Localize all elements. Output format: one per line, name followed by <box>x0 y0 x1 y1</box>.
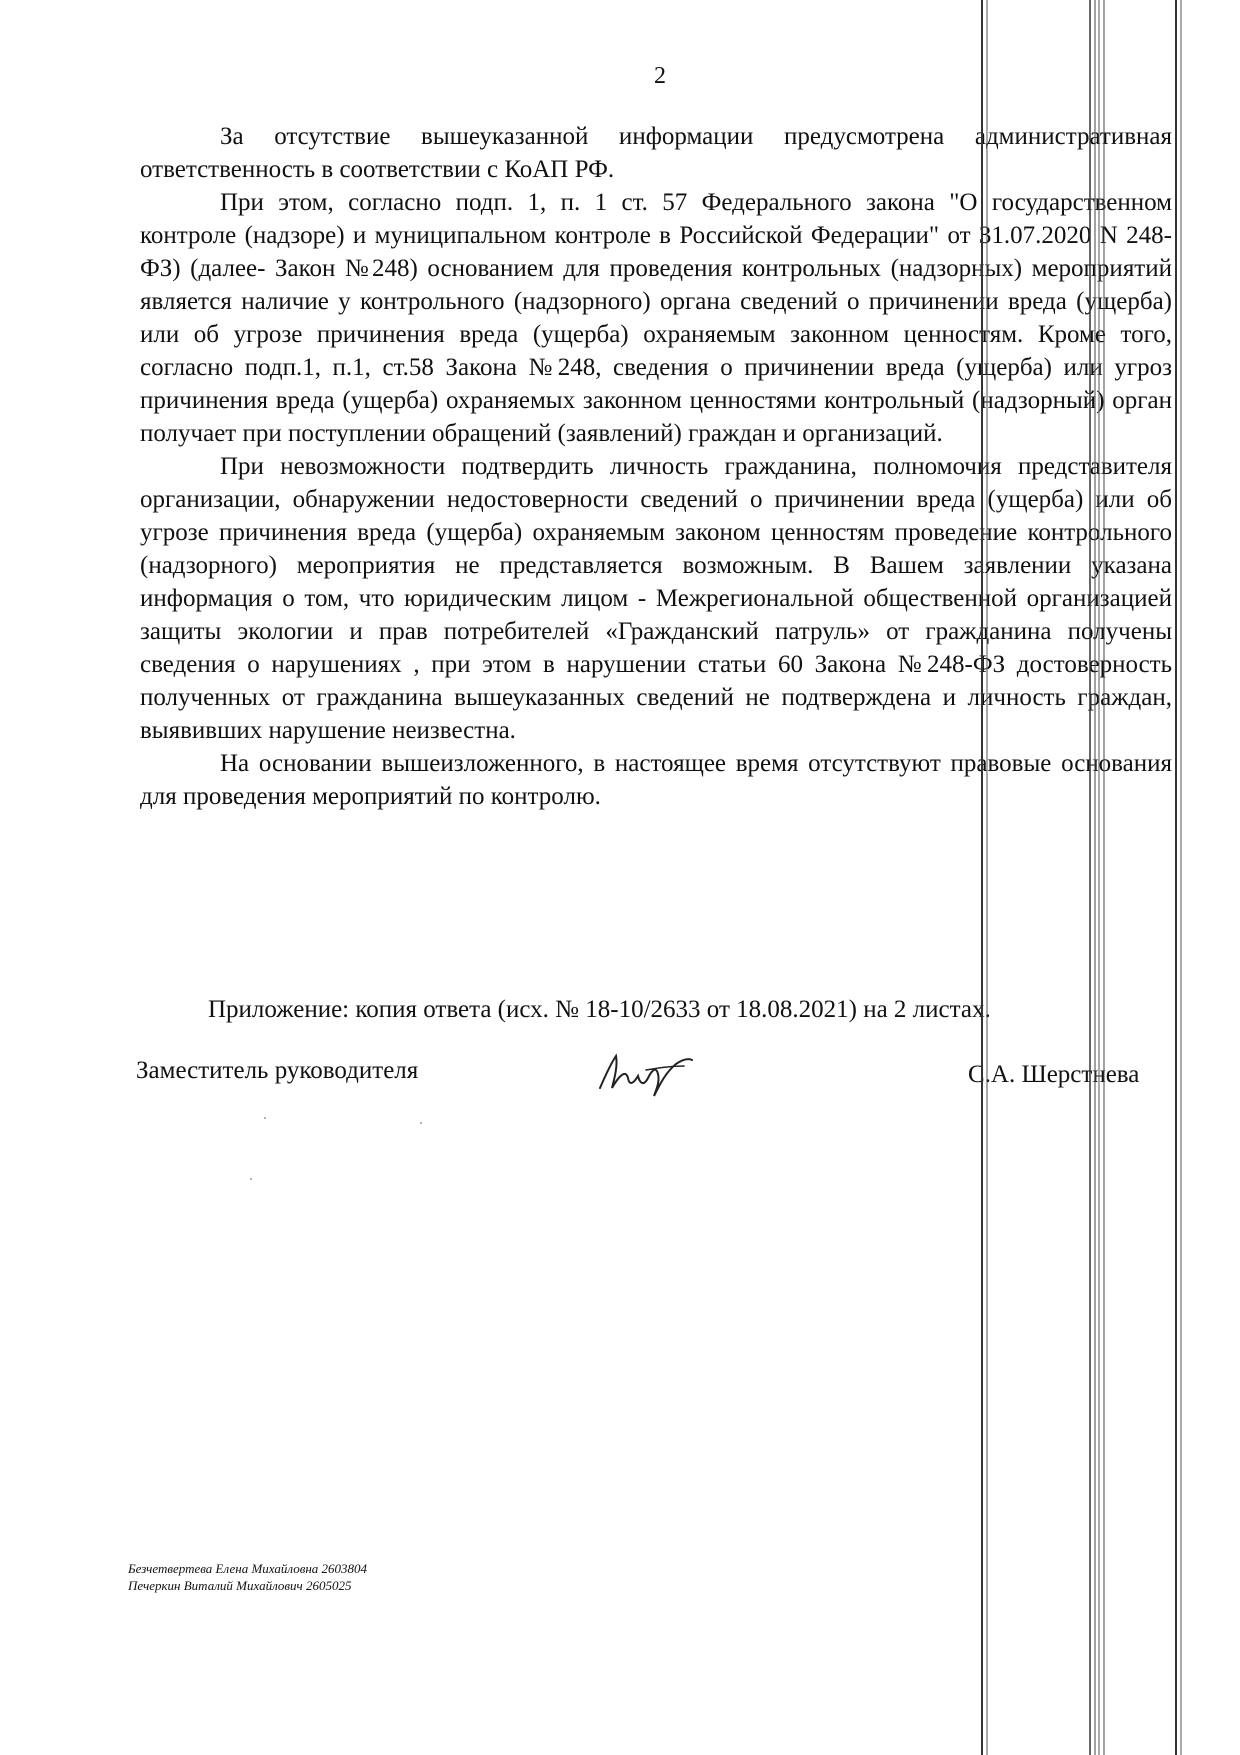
page-number: 2 <box>654 63 666 89</box>
executor-line: Безчетвертева Елена Михайловна 2603804 <box>128 1561 368 1576</box>
paragraph-conclusion: На основании вышеизложенного, в настоящее время отсутствуют правовые основания для проведения мероприятий по контролю. <box>140 750 1172 810</box>
scan-speck <box>264 1117 266 1119</box>
scan-speck <box>420 1122 422 1124</box>
paragraph-liability: За отсутствие вышеуказанной информации предусмотрена административная ответственность в соответствии с КоАП РФ. <box>140 123 1172 183</box>
executor-line: Печеркин Виталий Михайлович 2605025 <box>128 1578 352 1593</box>
signatory-name: С.А. Шерстнева <box>968 1061 1140 1088</box>
paragraph-impossibility: При невозможности подтвердить личность гражданина, полномочия представителя организации, обнаружении недостоверности сведений о причинении вреда (ущерба) или об угрозе причинения вреда (ущерба) охраняемым законом ценностям проведение контрольного (надзорного) мероприятия не представляется возможным. В Вашем заявлении указана информация о том, что юридическим лицом - Межрегиональной общественной организацией защиты экологии и прав потребителей «Гражданский патруль» от гражданина получены сведения о нарушениях , при этом в нарушении статьи 60 Закона №248-ФЗ достоверность полученных от гражданина вышеуказанных сведений не подтверждена и личность граждан, выявивших нарушение неизвестна. <box>140 453 1172 744</box>
paragraph-legal-basis: При этом, согласно подп. 1, п. 1 ст. 57 Федерального закона "О государственном контроле (надзоре) и муниципальном контроле в Российской Федерации" от 31.07.2020 N 248-ФЗ) (далее- Закон №248) основанием для проведения контрольных (надзорных) мероприятий является наличие у контрольного (надзорного) органа сведений о причинении вреда (ущерба) или об угрозе причинения вреда (ущерба) охраняемым законном ценностям. Кроме того, согласно подп.1, п.1, ст.58 Закона №248, сведения о причинении вреда (ущерба) или угроз причинения вреда (ущерба) охраняемых законном ценностями контрольный (надзорный) орган получает при поступлении обращений (заявлений) граждан и организаций. <box>140 189 1172 447</box>
scan-speck <box>250 1178 252 1180</box>
handwritten-signature <box>596 1044 696 1100</box>
signatory-title: Заместитель руководителя <box>136 1057 419 1084</box>
letter-body <box>140 120 1172 813</box>
executors-block <box>128 1560 367 1594</box>
appendix-note: Приложение: копия ответа (исх. № 18-10/2633 от 18.08.2021) на 2 листах. <box>208 996 991 1023</box>
